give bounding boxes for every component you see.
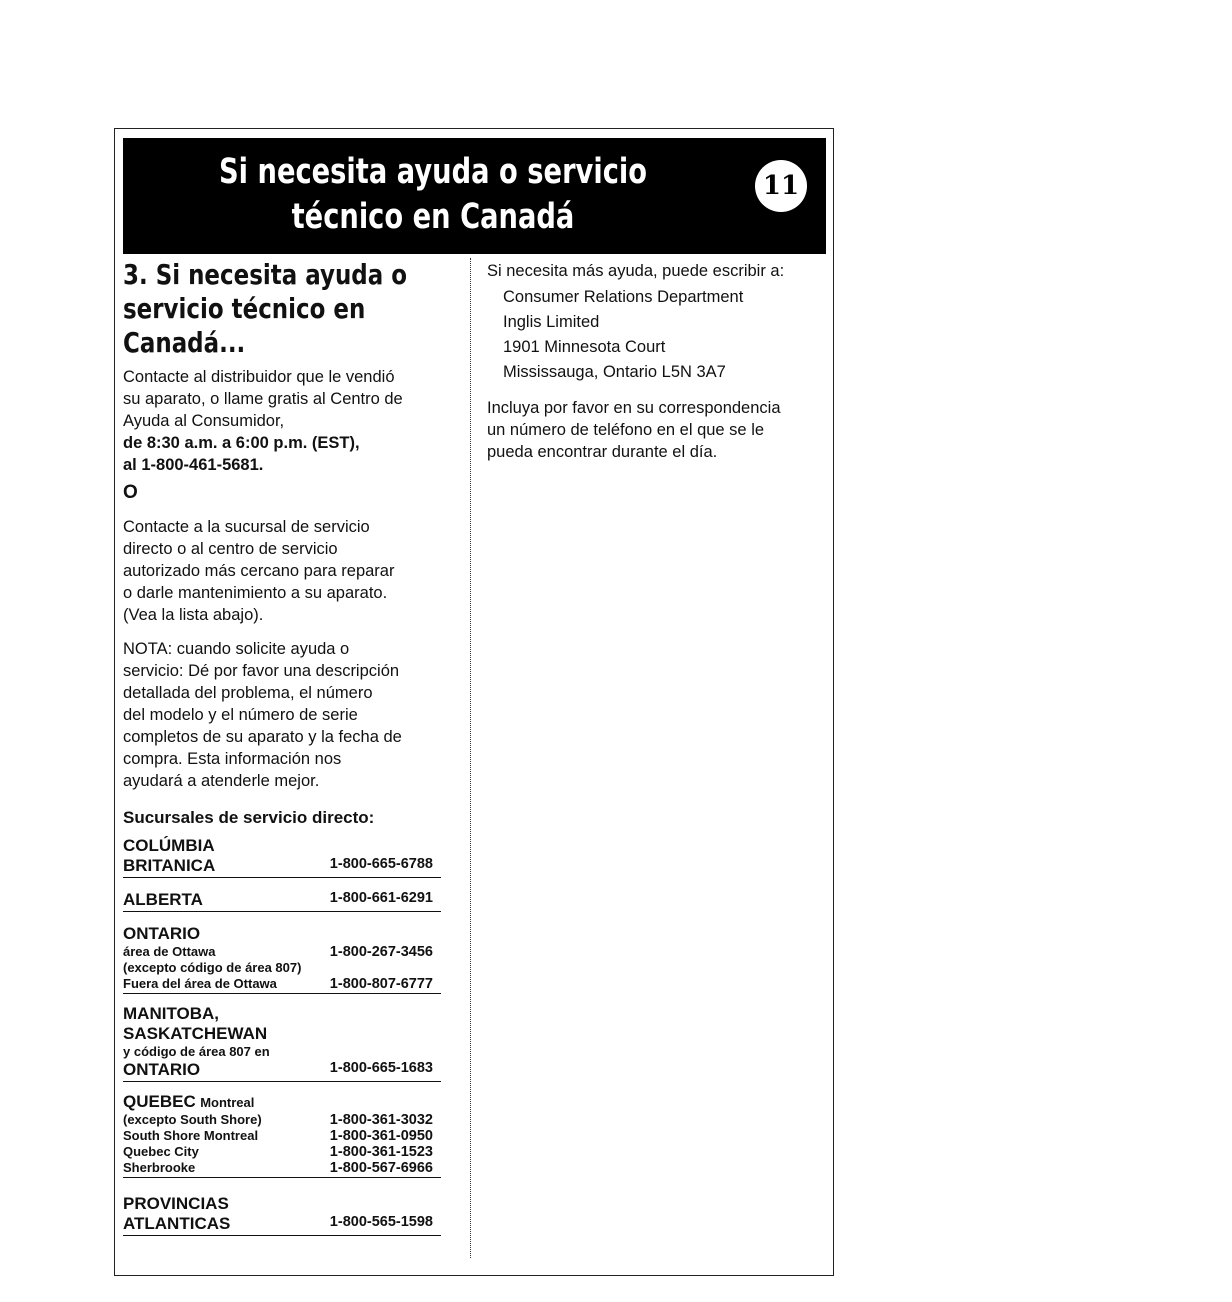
text-line: Contacte a la sucursal de servicio [123, 518, 370, 536]
left-column [123, 258, 441, 1236]
service-paragraph [123, 516, 441, 626]
text-line: un número de teléfono en el que se le [487, 421, 765, 439]
text-line: servicio: Dé por favor una descripción [123, 662, 400, 680]
text-line: ayudará a atenderle mejor. [123, 772, 320, 790]
text-line: Incluya por favor en su correspondencia [487, 399, 781, 417]
address-line: Mississauga, Ontario L5N 3A7 [503, 363, 726, 381]
list-item: Sherbrooke 1-800-567-6966 [123, 1160, 433, 1176]
branch-quebec: QUEBEC Montreal (excepto South Shore) 1-800-361-3032 South Shore Montreal 1-800-361-0950 Quebec City 1-800-361-1523 Sherbrooke 1-800-567-6966 [123, 1092, 441, 1178]
phone-number: 1-800-567-6966 [329, 1160, 433, 1176]
branches-heading: Sucursales de servicio directo: [123, 808, 375, 827]
right-column [487, 260, 827, 463]
branch-ontario: ONTARIO área de Ottawa 1-800-267-3456 (excepto código de área 807) Fuera del área de Ottawa 1-800-807-6777 [123, 924, 441, 994]
or-separator: O [123, 482, 138, 503]
branch-manitoba: MANITOBA, SASKATCHEWAN y código de área 807 en ONTARIO 1-800-665-1683 [123, 1004, 441, 1082]
phone-text: al 1-800-461-5681. [123, 456, 264, 474]
contact-paragraph [123, 366, 441, 476]
text-line: directo o al centro de servicio [123, 540, 338, 558]
text-line: autorizado más cercano para reparar [123, 562, 395, 580]
text-line: del modelo y el número de serie [123, 706, 358, 724]
text-line: compra. Esta información nos [123, 750, 342, 768]
phone-number: 1-800-661-6291 [329, 890, 433, 906]
text-line: detallada del problema, el número [123, 684, 373, 702]
list-item: (excepto South Shore) 1-800-361-3032 [123, 1112, 433, 1128]
branch-bc: COLÚMBIA BRITANICA 1-800-665-6788 [123, 836, 441, 878]
page-number-badge: 11 [755, 160, 807, 212]
phone-number: 1-800-361-1523 [329, 1144, 433, 1160]
mailing-address [487, 285, 827, 385]
section-title: 3. Si necesita ayuda o servicio técnico en Canadá... [123, 258, 407, 359]
phone-number: 1-800-665-6788 [329, 856, 433, 872]
phone-number: 1-800-361-0950 [329, 1128, 433, 1144]
correspondence-note [487, 397, 827, 463]
list-item: Quebec City 1-800-361-1523 [123, 1144, 433, 1160]
page-title: Si necesita ayuda o servicio técnico en Canadá [219, 152, 647, 237]
column-divider [470, 258, 471, 1258]
branch-atlantic: PROVINCIAS ATLANTICAS 1-800-565-1598 [123, 1194, 441, 1236]
text-line: pueda encontrar durante el día. [487, 443, 718, 461]
address-line: Consumer Relations Department [503, 288, 744, 306]
phone-number: 1-800-267-3456 [329, 944, 433, 960]
note-paragraph [123, 638, 441, 792]
phone-number: 1-800-565-1598 [329, 1214, 433, 1230]
hours-text: de 8:30 a.m. a 6:00 p.m. (EST), [123, 434, 360, 452]
text-line: completos de su aparato y la fecha de [123, 728, 402, 746]
write-intro: Si necesita más ayuda, puede escribir a: [487, 262, 785, 280]
text-line: NOTA: cuando solicite ayuda o [123, 640, 350, 658]
text-line: Contacte al distribuidor que le vendió [123, 368, 395, 386]
text-line: su aparato, o llame gratis al Centro de [123, 390, 403, 408]
branch-alberta: ALBERTA 1-800-661-6291 [123, 890, 441, 912]
phone-number: 1-800-807-6777 [329, 976, 433, 992]
address-line: Inglis Limited [503, 313, 600, 331]
phone-number: 1-800-665-1683 [329, 1060, 433, 1076]
list-item: South Shore Montreal 1-800-361-0950 [123, 1128, 433, 1144]
text-line: Ayuda al Consumidor, [123, 412, 285, 430]
address-line: 1901 Minnesota Court [503, 338, 666, 356]
header-banner [123, 138, 826, 254]
text-line: (Vea la lista abajo). [123, 606, 264, 624]
phone-number: 1-800-361-3032 [329, 1112, 433, 1128]
text-line: o darle mantenimiento a su aparato. [123, 584, 388, 602]
